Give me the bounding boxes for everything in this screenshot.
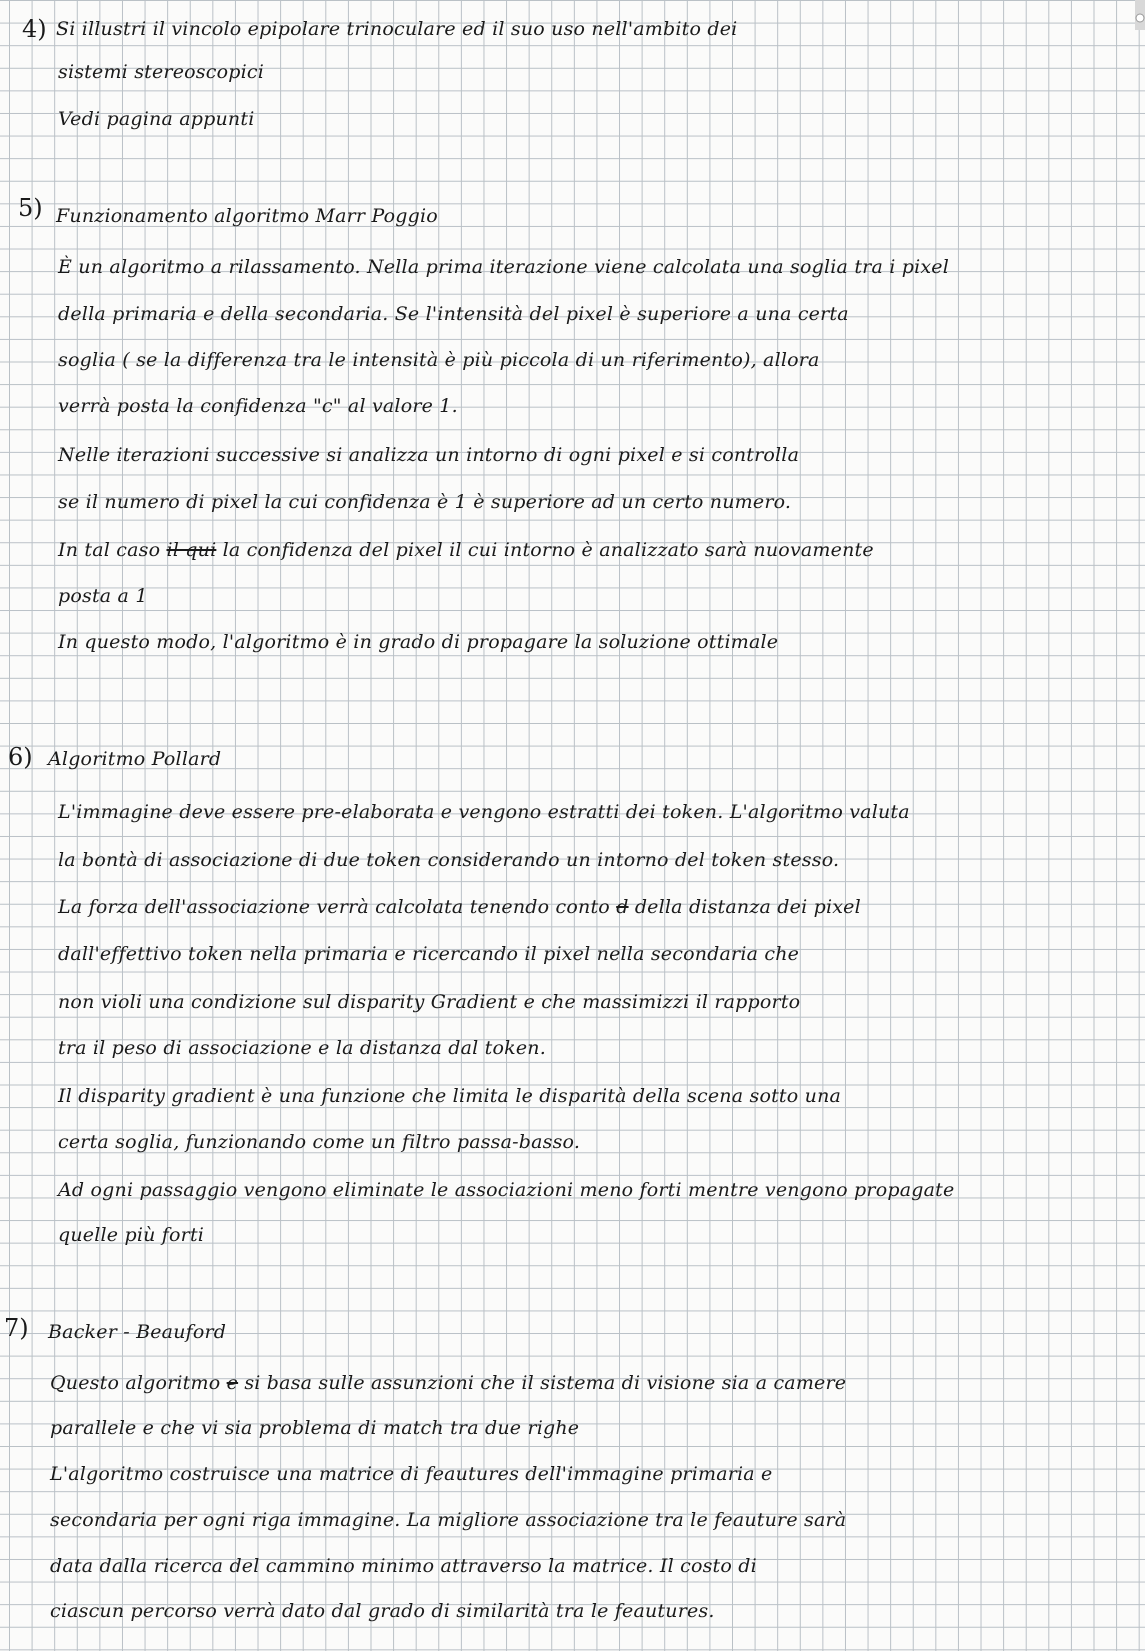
section-5-title: Funzionamento algoritmo Marr Poggio — [56, 205, 438, 227]
section-5-line-1: È un algoritmo a rilassamento. Nella prima iterazione viene calcolata una soglia tra i pixel — [58, 256, 949, 278]
section-5-line-5: Nelle iterazioni successive si analizza un intorno di ogni pixel e si controlla — [58, 444, 800, 466]
section-6-line-1: L'immagine deve essere pre-elaborata e vengono estratti dei token. L'algoritmo valuta — [58, 801, 910, 823]
section-5-number: 5) — [18, 194, 43, 222]
section-6-line-6: tra il peso di associazione e la distanza dal token. — [58, 1037, 546, 1059]
page-edge-mark — [1131, 0, 1145, 36]
section-5-line-8: posta a 1 — [58, 585, 148, 607]
section-5-line-7-start: In tal caso — [58, 539, 161, 561]
section-6-line-4: dall'effettivo token nella primaria e ricercando il pixel nella secondaria che — [58, 943, 800, 965]
section-4-line-1: sistemi stereoscopici — [58, 61, 264, 83]
section-7-line-1-start: Questo algoritmo — [50, 1372, 221, 1394]
section-6-line-3-end: della distanza dei pixel — [634, 896, 861, 918]
section-7-line-1-end: si basa sulle assunzioni che il sistema di visione sia a camere — [244, 1372, 847, 1394]
section-7-number: 7) — [4, 1314, 29, 1342]
section-6-line-2: la bontà di associazione di due token considerando un intorno del token stesso. — [58, 849, 840, 871]
section-7-struck-text: e — [226, 1372, 239, 1394]
section-6-line-3 — [58, 893, 861, 921]
section-4-title: Si illustri il vincolo epipolare trinoculare ed il suo uso nell'ambito dei — [56, 18, 738, 40]
section-5-line-6: se il numero di pixel la cui confidenza è 1 è superiore ad un certo numero. — [58, 491, 792, 513]
section-5-line-4: verrà posta la confidenza "c" al valore 1. — [58, 395, 458, 417]
section-4-line-2: Vedi pagina appunti — [58, 108, 255, 130]
section-5-line-3: soglia ( se la differenza tra le intensità è più piccola di un riferimento), allora — [58, 349, 820, 371]
section-6-line-3-start: La forza dell'associazione verrà calcolata tenendo conto — [58, 896, 610, 918]
section-7-line-5: data dalla ricerca del cammino minimo attraverso la matrice. Il costo di — [50, 1555, 757, 1577]
section-6-line-9: Ad ogni passaggio vengono eliminate le associazioni meno forti mentre vengono propagate — [58, 1179, 955, 1201]
section-6-title: Algoritmo Pollard — [48, 748, 222, 770]
section-6-line-7: Il disparity gradient è una funzione che limita le disparità della scena sotto una — [58, 1085, 842, 1107]
section-6-line-5: non violi una condizione sul disparity Gradient e che massimizzi il rapporto — [58, 991, 801, 1013]
section-7-line-3: L'algoritmo costruisce una matrice di feautures dell'immagine primaria e — [50, 1463, 773, 1485]
section-4-number: 4) — [22, 15, 47, 43]
section-5-line-2: della primaria e della secondaria. Se l'intensità del pixel è superiore a una certa — [58, 303, 849, 325]
section-6-line-10: quelle più forti — [58, 1224, 205, 1246]
section-6-struck-text: d — [616, 896, 629, 918]
section-5-struck-text: il qui — [166, 539, 217, 561]
section-5-line-7-end: la confidenza del pixel il cui intorno è analizzato sarà nuovamente — [222, 539, 874, 561]
section-7-title: Backer - Beauford — [48, 1321, 227, 1343]
section-5-line-9: In questo modo, l'algoritmo è in grado di propagare la soluzione ottimale — [58, 631, 779, 653]
section-6-line-8: certa soglia, funzionando come un filtro passa-basso. — [58, 1131, 581, 1153]
section-5-line-7 — [58, 536, 874, 564]
section-6-number: 6) — [8, 743, 33, 771]
section-7-line-1 — [50, 1369, 846, 1397]
section-7-line-4: secondaria per ogni riga immagine. La migliore associazione tra le feauture sarà — [50, 1509, 847, 1531]
section-7-line-2: parallele e che vi sia problema di match tra due righe — [50, 1417, 580, 1439]
section-7-line-6: ciascun percorso verrà dato dal grado di similarità tra le feautures. — [50, 1600, 715, 1622]
